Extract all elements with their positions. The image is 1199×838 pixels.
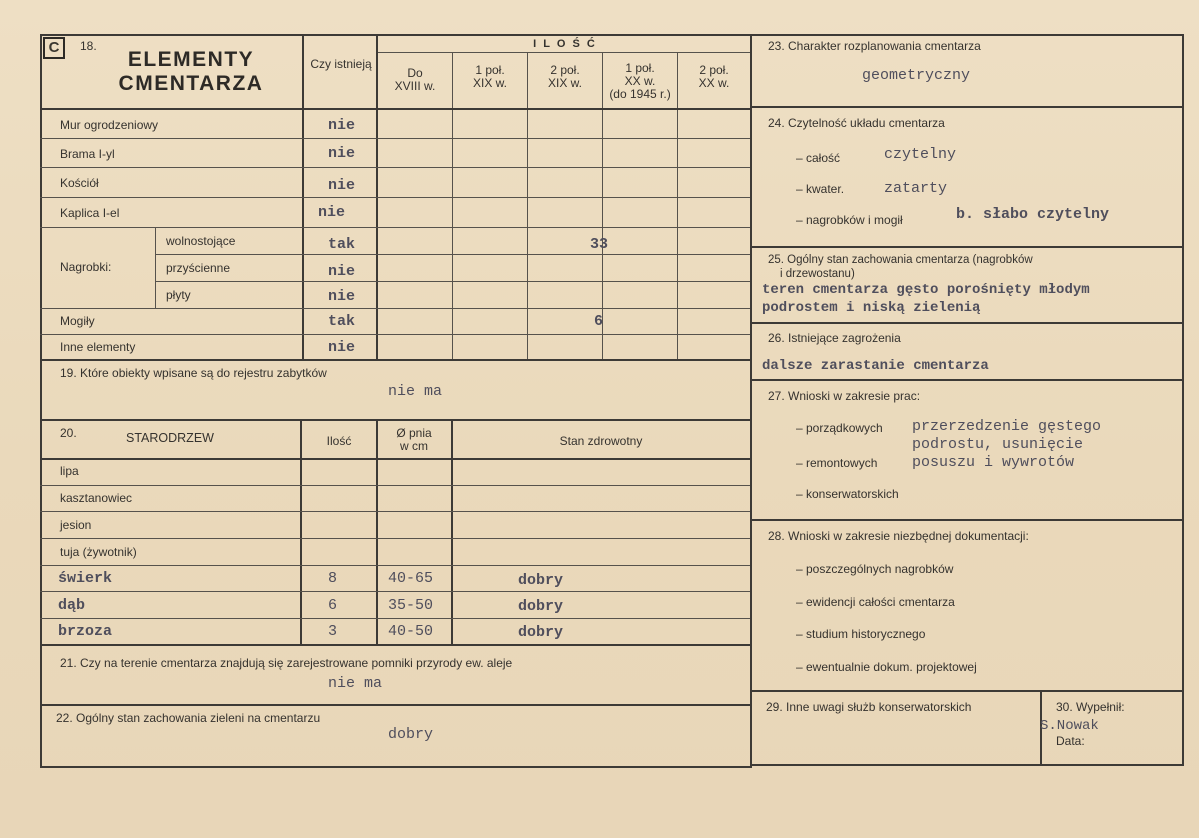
grid-line [40,419,752,421]
legibility-item-value: czytelny [884,146,957,163]
trees-title: STARODRZEW [126,431,214,445]
grid-line [300,419,302,645]
row-label-slabs: płyty [166,288,191,302]
grid-line [40,197,750,198]
period-line: 2 poł. [699,63,729,77]
monuments-label: 21. Czy na terenie cmentarza znajdują się zarejestrowane pomniki przyrody ew. aleje [60,656,513,670]
value-chapel: nie [318,204,346,221]
grid-line [40,334,750,335]
registry-value: nie ma [388,383,443,400]
section-letter-box: C [43,37,65,59]
work-item-label: – konserwatorskich [796,487,899,501]
period-header [453,64,527,90]
tree-name: jesion [60,518,92,532]
row-label-freestanding: wolnostojące [166,234,236,248]
tree-name: lipa [60,464,79,478]
frame-line [752,764,1184,766]
elements-title-1: ELEMENTY [127,48,255,71]
tree-diameter: 40-50 [388,623,434,640]
count-freestanding: 33 [590,236,609,253]
grid-line [677,52,678,360]
legibility-label: 24. Czytelność układu cmentarza [768,116,945,130]
row-label-chapel: Kaplica I-el [60,206,120,220]
grid-line [155,227,156,308]
grid-line [40,538,750,539]
tree-health: dobry [518,624,564,641]
grid-line [40,458,752,460]
legibility-item-label: – kwater. [796,182,845,196]
grid-line [40,565,750,566]
doc-item: – ewentualnie dokum. projektowej [796,660,977,674]
grid-line [378,52,750,53]
grid-line [451,419,453,645]
trees-col-health: Stan zdrowotny [559,434,643,448]
tree-name: kasztanowiec [60,491,133,505]
doc-conclusions-label: 28. Wnioski w zakresie niezbędnej dokumentacji: [768,529,1029,543]
grid-line [40,704,752,706]
condition-label-2: i drzewostanu) [780,268,855,280]
period-line: 2 poł. [550,63,580,77]
trees-number: 20. [60,426,77,440]
grid-line [752,106,1184,108]
period-line: (do 1945 r.) [609,87,671,101]
doc-item: – poszczególnych nagrobków [796,562,954,576]
greenery-label: 22. Ogólny stan zachowania zieleni na cmentarzu [56,711,321,725]
period-header [601,62,679,101]
tree-diameter: 40-65 [388,570,434,587]
condition-value-1: teren cmentarza gęsto porośnięty młodym [762,282,1090,298]
row-label-tombstones: Nagrobki: [60,260,112,274]
value-wall: nie [328,117,356,134]
grid-line [40,167,750,168]
monuments-value: nie ma [328,675,383,692]
grid-line [155,281,750,282]
frame-line [40,34,752,36]
period-line: XIX w. [547,76,582,90]
filled-by-name: S.Nowak [1040,718,1099,734]
date-label: Data: [1056,734,1085,748]
frame-line [40,766,752,768]
work-item-label: – remontowych [796,456,878,470]
grid-line [40,138,750,139]
header-line: Ø pnia [396,426,432,440]
period-line: XX w. [624,74,656,88]
tree-diameter: 35-50 [388,597,434,614]
row-label-gate: Brama I-yl [60,147,115,161]
grid-line [527,52,528,360]
tree-name: tuja (żywotnik) [60,545,137,559]
period-header [378,67,452,93]
tree-health: dobry [518,598,564,615]
greenery-value: dobry [388,726,434,743]
frame-line [40,34,42,768]
period-header [528,64,602,90]
legibility-item-value: zatarty [884,180,948,197]
period-line: Do [407,66,423,80]
col-exists-header: Czy istnieją [310,57,372,71]
frame-line [1182,34,1184,766]
tree-name: brzoza [58,623,113,640]
grid-line [155,254,750,255]
row-label-wall-mounted: przyścienne [166,261,231,275]
elements-title-2: CMENTARZA [118,72,264,95]
row-label-church: Kościół [60,176,99,190]
value-slabs: nie [328,288,356,305]
work-item-value: przerzedzenie gęstego [912,418,1102,435]
quantity-header: I L O Ś Ć [533,38,597,50]
grid-line [452,52,453,360]
grid-line [376,419,378,645]
period-header [678,64,750,90]
work-item-value: posuszu i wywrotów [912,454,1075,471]
condition-label-1: 25. Ogólny stan zachowania cmentarza (nagrobków [768,254,1033,266]
work-conclusions-label: 27. Wnioski w zakresie prac: [768,389,921,403]
legibility-item-value: b. słabo czytelny [956,206,1110,223]
tree-name: świerk [58,570,113,587]
layout-character-label: 23. Charakter rozplanowania cmentarza [768,39,981,53]
doc-item: – studium historycznego [796,627,926,641]
legibility-item-label: – nagrobków i mogił [796,213,903,227]
section-18-number: 18. [80,39,97,53]
row-label-wall: Mur ogrodzeniowy [60,118,159,132]
doc-item: – ewidencji całości cmentarza [796,595,955,609]
remarks-label: 29. Inne uwagi służb konserwatorskich [766,700,972,714]
tree-qty: 6 [328,597,338,614]
work-item-label: – porządkowych [796,421,883,435]
period-line: XIX w. [472,76,507,90]
grid-line [40,308,750,309]
grid-line [752,246,1184,248]
grid-line [752,519,1184,521]
value-gate: nie [328,145,356,162]
filled-by-label: 30. Wypełnił: [1056,700,1125,714]
period-line: XX w. [698,76,730,90]
grid-line [40,591,750,592]
grid-line [752,322,1184,324]
value-church: nie [328,177,356,194]
grid-line [752,690,1184,692]
condition-value-2: podrostem i niską zielenią [762,300,981,316]
registry-label: 19. Które obiekty wpisane są do rejestru zabytków [60,366,327,380]
grid-line [752,379,1184,381]
grid-line [40,511,750,512]
value-wall-mounted: nie [328,263,356,280]
tree-qty: 3 [328,623,338,640]
legibility-item-label: – całość [796,151,841,165]
tree-name: dąb [58,597,86,614]
grid-line [40,359,752,361]
trees-col-qty: Ilość [326,434,352,448]
period-line: 1 poł. [475,63,505,77]
work-item-value: podrostu, usunięcie [912,436,1084,453]
period-line: 1 poł. [625,61,655,75]
frame-line [752,34,1184,36]
threats-label: 26. Istniejące zagrożenia [768,331,901,345]
value-other: nie [328,339,356,356]
tree-qty: 8 [328,570,338,587]
value-freestanding: tak [328,236,356,253]
grid-line [40,485,750,486]
grid-line [40,618,750,619]
value-graves: tak [328,313,356,330]
header-line: w cm [400,439,428,453]
period-line: XVIII w. [394,79,436,93]
trees-col-diameter [376,427,452,453]
threats-value: dalsze zarastanie cmentarza [762,358,989,374]
row-label-other: Inne elementy [60,340,136,354]
count-graves: 6 [594,313,604,330]
grid-line [40,108,752,110]
layout-character-value: geometryczny [862,67,971,84]
grid-line [40,227,750,228]
frame-line [750,34,752,768]
row-label-graves: Mogiły [60,314,95,328]
grid-line [40,644,752,646]
tree-health: dobry [518,572,564,589]
